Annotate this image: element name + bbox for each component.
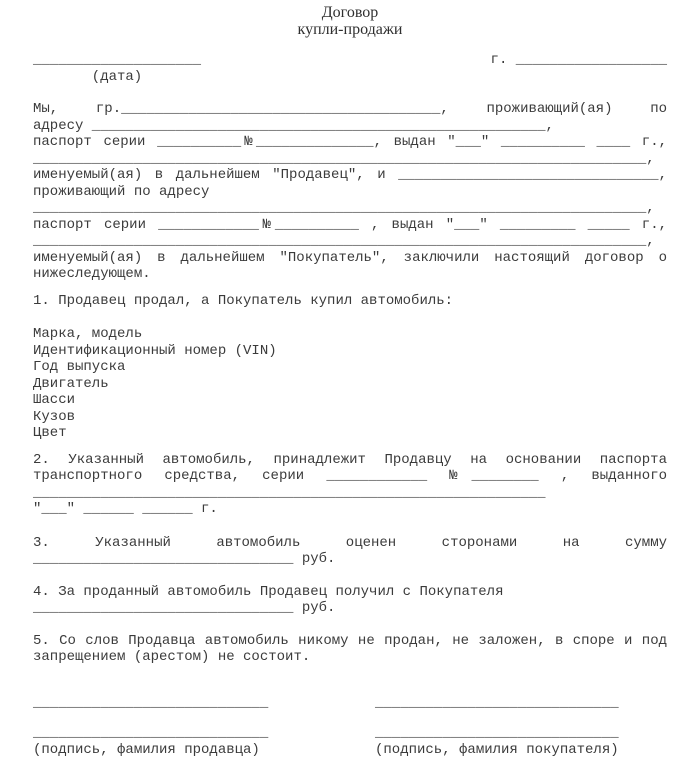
- parties-paragraph: [33, 101, 667, 283]
- section-3-paragraph: [33, 535, 667, 568]
- car-field-color: Цвет: [33, 425, 67, 441]
- section-5-paragraph: [33, 633, 667, 666]
- section-2-paragraph: [33, 452, 667, 518]
- buyer-name-line: именуемый(ая) в дальнейшем "Покупатель", заключили настоящий договор о: [33, 249, 667, 266]
- contract-line: запрещением (арестом) не состоит.: [33, 649, 311, 665]
- blank-fill-line: _________________________________________________________________________,: [33, 150, 655, 167]
- price-fill-line: _______________________________ руб.: [33, 600, 336, 616]
- contract-line: Мы, гр.______________________________________, проживающий(ая) по: [33, 101, 667, 117]
- city-blank-line: __________________: [515, 52, 667, 68]
- car-field-make-model: Марка, модель: [33, 326, 143, 342]
- contract-line: нижеследующем.: [33, 266, 151, 282]
- contract-line: 4. За проданный автомобиль Продавец получил с Покупателя: [33, 583, 504, 600]
- seller-signature-caption: (подпись, фамилия продавца): [33, 741, 260, 758]
- car-field-body: Кузов: [33, 408, 76, 425]
- contract-line: транспортного средства, серии ____________ №________ , выданного: [33, 468, 667, 484]
- seller-signature-line-2: ____________________________: [33, 725, 269, 741]
- seller-name-line: именуемый(ая) в дальнейшем "Продавец", и _______________________________,: [33, 167, 667, 183]
- car-field-engine: Двигатель: [33, 375, 109, 392]
- car-field-vin: Идентификационный номер (VIN): [33, 342, 277, 359]
- seller-signature-column: [33, 695, 375, 759]
- buyer-signature-caption: (подпись, фамилия покупателя): [375, 741, 619, 758]
- city-label: г.: [490, 52, 508, 68]
- buyer-passport-line: паспорт серии ____________№__________ , выдан "___" _________ _____ г.,: [33, 216, 667, 233]
- buyer-signature-line-2: _____________________________: [375, 725, 619, 741]
- date-fill-line: "___" ______ ______ г.: [33, 501, 218, 517]
- date-blank-line: ____________________: [33, 52, 202, 68]
- date-block: [33, 52, 201, 85]
- contract-line: проживающий по адресу: [33, 183, 210, 200]
- signatures-block: [33, 695, 667, 759]
- section-1-heading: 1. Продавец продал, а Покупатель купил автомобиль:: [33, 292, 454, 309]
- buyer-signature-line-1: _____________________________: [375, 694, 619, 711]
- contract-line: 2. Указанный автомобиль, принадлежит Продавцу на основании паспорта: [33, 451, 667, 468]
- car-field-chassis: Шасси: [33, 392, 76, 408]
- car-field-year: Год выпуска: [33, 359, 126, 375]
- contract-line: 5. Со слов Продавца автомобиль никому не продан, не заложен, в споре и под: [33, 632, 667, 649]
- contract-line: 3. Указанный автомобиль оценен сторонами на сумму: [33, 534, 667, 551]
- blank-fill-line: _____________________________________________________________: [33, 484, 546, 501]
- seller-signature-line-1: ____________________________: [33, 694, 269, 711]
- document-title-line-1: Договор: [321, 4, 379, 21]
- section-4-paragraph: [33, 584, 667, 617]
- document-title-line-2: купли-продажи: [297, 21, 403, 38]
- blank-fill-line: _________________________________________________________________________,: [33, 233, 655, 249]
- car-details-list: [33, 326, 667, 442]
- blank-fill-line: _________________________________________________________________________,: [33, 200, 655, 216]
- document-title: [33, 4, 667, 38]
- city-block: [491, 52, 667, 69]
- seller-passport-line: паспорт серии __________№______________, выдан "___" __________ ____ г.,: [33, 134, 667, 150]
- buyer-signature-column: [375, 695, 667, 759]
- date-city-row: [33, 52, 667, 85]
- contract-line: адресу ______________________________________________________,: [33, 117, 554, 134]
- date-caption: (дата): [91, 68, 143, 85]
- price-fill-line: _______________________________ руб.: [33, 551, 336, 567]
